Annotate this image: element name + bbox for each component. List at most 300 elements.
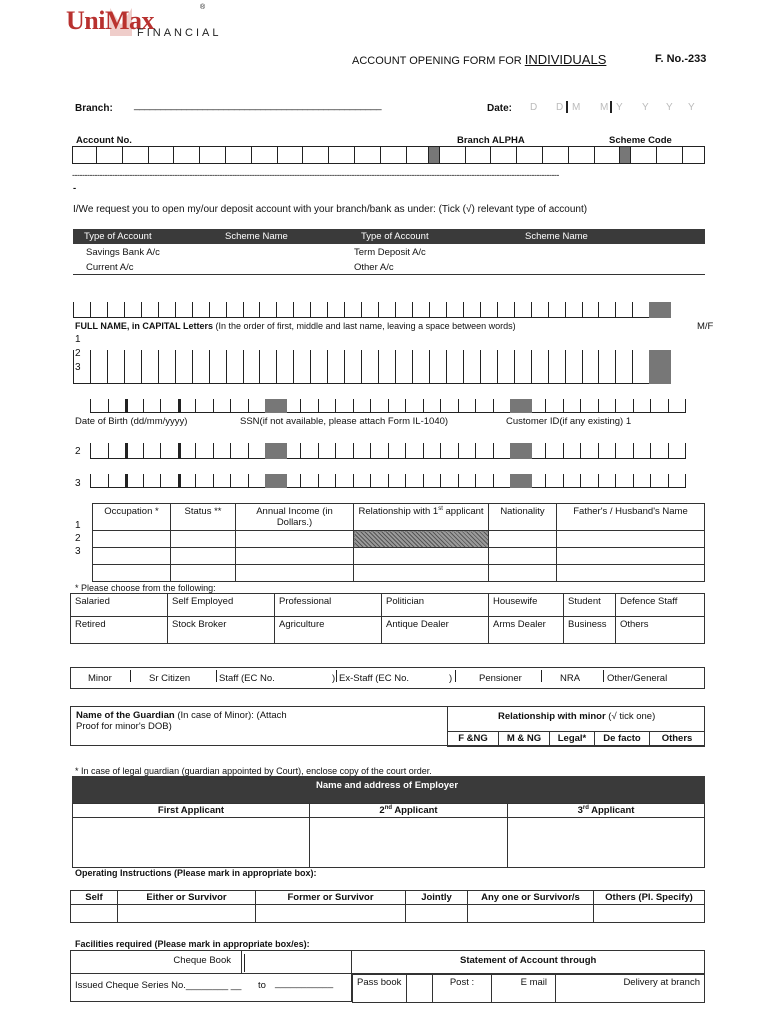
box-divider: [370, 399, 371, 413]
occ-cell[interactable]: [489, 531, 557, 548]
delivery-post[interactable]: Post :: [433, 975, 492, 1003]
account-number-box[interactable]: [149, 147, 175, 163]
choice-arms-dealer[interactable]: Arms Dealer: [489, 617, 564, 644]
status-minor[interactable]: Minor: [88, 673, 112, 684]
id-boxes-row-3[interactable]: [90, 474, 705, 488]
operating-table: [70, 890, 705, 923]
box-divider: [565, 302, 566, 318]
id-row-num-2: 2: [75, 446, 81, 457]
box-divider: [565, 350, 566, 384]
status-ex-staff[interactable]: Ex-Staff (EC No.: [339, 673, 410, 684]
box-divider: [276, 350, 277, 384]
date-y1: Y: [616, 102, 623, 113]
box-divider: [548, 302, 549, 318]
box-divider: [514, 350, 515, 384]
choice-retired[interactable]: Retired: [71, 617, 168, 644]
box-divider: [650, 474, 651, 488]
box-divider: [632, 350, 633, 384]
box-divider: [230, 443, 231, 459]
box-divider: [248, 474, 249, 488]
box-divider: [335, 474, 336, 488]
occ-row-num-3: 3: [75, 546, 81, 557]
rel-prefix: Relationship with 1: [358, 506, 439, 518]
occ-cell[interactable]: [171, 548, 236, 565]
occ-cell[interactable]: [557, 531, 705, 548]
box-divider: [580, 474, 581, 488]
op-jointly[interactable]: Jointly: [406, 891, 468, 905]
account-number-box[interactable]: [226, 147, 252, 163]
box-divider: [195, 399, 196, 413]
choice-housewife[interactable]: Housewife: [489, 594, 564, 617]
box-divider: [405, 443, 406, 459]
box-baseline: [73, 317, 666, 318]
box-divider: [548, 350, 549, 384]
issued-to-line: ___________: [275, 978, 334, 989]
choice-agriculture[interactable]: Agriculture: [275, 617, 382, 644]
box-divider: [633, 443, 634, 459]
occ-cell[interactable]: [236, 531, 354, 548]
occupation-table: [92, 503, 705, 582]
box-divider: [388, 474, 389, 488]
guardian-opt-defacto[interactable]: De facto: [595, 732, 650, 747]
choice-self-employed[interactable]: Self Employed: [168, 594, 275, 617]
box-divider: [463, 350, 464, 384]
date-d2: D: [556, 102, 564, 113]
box-divider: [545, 399, 546, 413]
box-divider: [160, 474, 161, 488]
employer-cell[interactable]: [508, 818, 705, 868]
box-divider: [107, 350, 108, 384]
box-divider: [143, 399, 144, 413]
box-divider: [335, 399, 336, 413]
box-divider: [293, 350, 294, 384]
account-types-bottom-rule: [73, 274, 705, 275]
box-divider: [160, 399, 161, 413]
account-number-box[interactable]: [123, 147, 149, 163]
status-divider: [603, 670, 604, 682]
op-former-survivor[interactable]: Former or Survivor: [256, 891, 406, 905]
box-shaded: [265, 443, 287, 459]
rel-sup: st: [438, 506, 443, 512]
op-cell[interactable]: [256, 905, 406, 923]
box-divider: [90, 443, 91, 459]
occ-cell-hatched: [354, 531, 489, 548]
box-divider: [395, 350, 396, 384]
box-divider: [195, 443, 196, 459]
employer-first-applicant: First Applicant: [73, 804, 310, 818]
account-type-current[interactable]: Current A/c: [86, 262, 134, 273]
account-number-box[interactable]: [407, 147, 429, 163]
occ-row-num-1: 1: [75, 520, 81, 531]
date-d1: D: [530, 102, 538, 113]
box-divider: [124, 302, 125, 318]
delivery-passbook[interactable]: Pass book: [353, 975, 407, 1003]
account-number-box[interactable]: [252, 147, 278, 163]
box-divider: [293, 302, 294, 318]
box-divider: [141, 350, 142, 384]
status-ex-staff-close: ): [449, 673, 453, 684]
guardian-opt-others[interactable]: Others: [650, 732, 705, 747]
op-cell[interactable]: [406, 905, 468, 923]
box-divider: [248, 399, 249, 413]
box-baseline: [73, 383, 666, 384]
box-divider: [213, 443, 214, 459]
box-divider: [90, 302, 91, 318]
box-divider: [160, 443, 161, 459]
occ-cell[interactable]: [557, 548, 705, 565]
scheme-name-header-2: Scheme Name: [525, 231, 588, 242]
employer-table: [72, 803, 705, 868]
account-number-box[interactable]: [595, 147, 621, 163]
box-divider: [440, 443, 441, 459]
op-others[interactable]: Others (Pl. Specify): [594, 891, 705, 905]
op-cell[interactable]: [594, 905, 705, 923]
account-number-box: [429, 147, 440, 163]
guardian-opt-mng[interactable]: M & NG: [499, 732, 550, 747]
date-sep-1: [566, 101, 568, 113]
relationship-minor-rest: (√ tick one): [605, 711, 656, 722]
occ-cell[interactable]: [354, 548, 489, 565]
box-divider: [353, 443, 354, 459]
box-divider: [327, 302, 328, 318]
box-divider: [327, 350, 328, 384]
emp2-num: 2: [379, 805, 385, 817]
issued-cheque-label: Issued Cheque Series No.________ __: [75, 980, 242, 991]
box-divider: [178, 399, 181, 413]
guardian-box[interactable]: [70, 706, 448, 746]
occ-cell[interactable]: [236, 548, 354, 565]
account-number-box[interactable]: [683, 147, 705, 163]
account-number-box[interactable]: [73, 147, 97, 163]
box-divider: [598, 302, 599, 318]
box-divider: [545, 443, 546, 459]
box-divider: [514, 302, 515, 318]
status-divider: [130, 670, 131, 682]
account-number-boxes[interactable]: [72, 146, 705, 164]
box-divider: [615, 443, 616, 459]
choice-stock-broker[interactable]: Stock Broker: [168, 617, 275, 644]
box-divider: [685, 474, 686, 488]
form-title-emph: INDIVIDUALS: [524, 52, 607, 67]
account-number-box[interactable]: [657, 147, 683, 163]
delivery-branch[interactable]: Delivery at branch: [556, 975, 705, 1003]
operating-label: Operating Instructions (Please mark in appropriate box):: [75, 868, 317, 878]
guardian-options: [447, 731, 705, 747]
box-divider: [178, 443, 181, 459]
branch-label: Branch:: [75, 103, 113, 114]
op-cell[interactable]: [468, 905, 594, 923]
date-field[interactable]: [528, 102, 700, 116]
op-any-one-survivor[interactable]: Any one or Survivor/s: [468, 891, 594, 905]
status-sr-citizen[interactable]: Sr Citizen: [149, 673, 191, 684]
box-divider: [243, 350, 244, 384]
occ-cell[interactable]: [557, 565, 705, 582]
occ-cell[interactable]: [171, 565, 236, 582]
form-title: [352, 52, 606, 67]
account-number-box[interactable]: [97, 147, 123, 163]
box-divider: [497, 302, 498, 318]
acct-type-header-2: Type of Account: [361, 231, 429, 242]
box-divider: [429, 350, 430, 384]
employer-cell[interactable]: [73, 818, 310, 868]
employer-cell[interactable]: [310, 818, 508, 868]
box-divider: [475, 399, 476, 413]
logo-max: Max: [104, 6, 155, 35]
account-number-box[interactable]: [174, 147, 200, 163]
customer-id-label: Customer ID(if any existing) 1: [506, 416, 632, 427]
delivery-email[interactable]: E mail: [492, 975, 556, 1003]
relationship-minor-bold: Relationship with minor: [498, 711, 606, 722]
box-divider: [125, 399, 128, 413]
date-y2: Y: [642, 102, 649, 113]
name-boxes-row-1[interactable]: [73, 302, 686, 318]
op-cell[interactable]: [118, 905, 256, 923]
box-divider: [300, 474, 301, 488]
date-label: Date:: [487, 103, 513, 114]
status-other-general[interactable]: Other/General: [607, 673, 668, 684]
box-divider: [493, 399, 494, 413]
account-number-box[interactable]: [440, 147, 466, 163]
status-divider: [455, 670, 456, 682]
box-divider: [90, 399, 91, 413]
choice-politician[interactable]: Politician: [382, 594, 489, 617]
account-no-label: Account No.: [76, 135, 132, 146]
account-number-box[interactable]: [569, 147, 595, 163]
occ-cell[interactable]: [93, 565, 171, 582]
box-divider: [440, 399, 441, 413]
box-divider: [632, 302, 633, 318]
box-divider: [405, 399, 406, 413]
occ-cell[interactable]: [171, 531, 236, 548]
account-type-savings[interactable]: Savings Bank A/c: [86, 247, 160, 258]
box-divider: [668, 443, 669, 459]
occ-header-relationship: [354, 504, 489, 531]
op-self[interactable]: Self: [71, 891, 118, 905]
box-divider: [209, 302, 210, 318]
box-divider: [108, 443, 109, 459]
emp3-sup: rd: [582, 805, 589, 811]
box-divider: [243, 302, 244, 318]
box-divider: [598, 443, 599, 459]
scheme-name-header-1: Scheme Name: [225, 231, 288, 242]
account-type-other[interactable]: Other A/c: [354, 262, 394, 273]
box-divider: [378, 302, 379, 318]
date-y3: Y: [666, 102, 673, 113]
guardian-label-line2: Proof for minor's DOB): [76, 721, 172, 732]
status-choices-box: [70, 667, 705, 689]
id-boxes-row-1[interactable]: [90, 399, 705, 413]
date-m2: M: [600, 102, 609, 113]
box-shaded: [265, 399, 287, 413]
guardian-label-rest: (In case of Minor): (Attach: [174, 710, 287, 721]
box-divider: [195, 474, 196, 488]
box-divider: [412, 350, 413, 384]
box-divider: [73, 302, 74, 318]
account-number-box[interactable]: [355, 147, 381, 163]
occ-header-income: Annual Income (in Dollars.): [236, 504, 354, 531]
account-type-term[interactable]: Term Deposit A/c: [354, 247, 426, 258]
box-divider: [633, 474, 634, 488]
occupation-note: * Please choose from the following:: [75, 583, 216, 593]
box-divider: [480, 302, 481, 318]
box-shaded: [265, 474, 287, 488]
choice-others[interactable]: Others: [616, 617, 705, 644]
account-number-box[interactable]: [517, 147, 543, 163]
employer-third-applicant: [508, 804, 705, 818]
box-divider: [259, 302, 260, 318]
employer-header: [72, 776, 705, 803]
box-divider: [615, 399, 616, 413]
occ-cell[interactable]: [93, 531, 171, 548]
full-name-label-bold: FULL NAME, in CAPITAL Letters: [75, 321, 214, 331]
ssn-label: SSN(if not available, please attach Form IL-1040): [240, 416, 449, 427]
box-divider: [423, 474, 424, 488]
id-row-num-3: 3: [75, 478, 81, 489]
box-divider: [458, 474, 459, 488]
box-divider: [423, 399, 424, 413]
box-divider: [318, 474, 319, 488]
occ-cell[interactable]: [236, 565, 354, 582]
cheque-book-check[interactable]: [242, 950, 352, 974]
account-number-box[interactable]: [303, 147, 329, 163]
box-divider: [125, 474, 128, 488]
full-name-label-rest: (In the order of first, middle and last name, leaving a space between words): [213, 321, 516, 331]
status-divider: [336, 670, 337, 682]
box-divider: [615, 302, 616, 318]
box-divider: [192, 350, 193, 384]
logo-financial: FINANCIAL: [137, 27, 222, 39]
box-divider: [493, 474, 494, 488]
box-divider: [446, 302, 447, 318]
account-number-box[interactable]: [631, 147, 657, 163]
relationship-minor-label: [498, 711, 655, 722]
occ-cell[interactable]: [489, 548, 557, 565]
emp3-num: 3: [577, 805, 583, 817]
box-divider: [650, 399, 651, 413]
employer-title: Name and address of Employer: [316, 780, 459, 791]
box-divider: [440, 474, 441, 488]
occ-cell[interactable]: [93, 548, 171, 565]
box-divider: [685, 399, 686, 413]
account-number-box[interactable]: [329, 147, 355, 163]
occ-row-num-2: 2: [75, 533, 81, 544]
delivery-passbook-check[interactable]: [407, 975, 433, 1003]
guardian-opt-fng[interactable]: F &NG: [448, 732, 499, 747]
choice-defence-staff[interactable]: Defence Staff: [616, 594, 705, 617]
choice-business[interactable]: Business: [564, 617, 616, 644]
issued-to-label: to: [258, 980, 266, 991]
account-number-box[interactable]: [278, 147, 304, 163]
legal-guardian-note: * In case of legal guardian (guardian appointed by Court), enclose copy of the court order.: [75, 766, 432, 776]
acct-type-header-1: Type of Account: [84, 231, 152, 242]
box-divider: [300, 399, 301, 413]
choice-antique-dealer[interactable]: Antique Dealer: [382, 617, 489, 644]
box-divider: [531, 350, 532, 384]
box-divider: [580, 443, 581, 459]
box-divider: [582, 350, 583, 384]
box-divider: [310, 350, 311, 384]
occ-cell[interactable]: [354, 565, 489, 582]
cheque-check-mark: [244, 954, 245, 972]
guardian-label-bold: Name of the Guardian: [76, 710, 175, 721]
status-pensioner[interactable]: Pensioner: [479, 673, 522, 684]
date-m1: M: [572, 102, 581, 113]
box-divider: [192, 302, 193, 318]
status-divider: [541, 670, 542, 682]
account-number-box[interactable]: [543, 147, 569, 163]
box-divider: [90, 350, 91, 384]
box-divider: [361, 302, 362, 318]
box-divider: [423, 443, 424, 459]
box-divider: [158, 350, 159, 384]
box-divider: [493, 443, 494, 459]
choice-salaried[interactable]: Salaried: [71, 594, 168, 617]
box-divider: [143, 443, 144, 459]
box-divider: [90, 474, 91, 488]
statement-label: Statement of Account through: [460, 955, 597, 966]
choice-student[interactable]: Student: [564, 594, 616, 617]
status-staff[interactable]: Staff (EC No.: [219, 673, 275, 684]
box-divider: [458, 443, 459, 459]
account-number-box[interactable]: [381, 147, 407, 163]
box-divider: [248, 443, 249, 459]
name-row-num-3: 3: [75, 362, 81, 373]
box-divider: [230, 399, 231, 413]
box-divider: [141, 302, 142, 318]
box-divider: [276, 302, 277, 318]
box-divider: [213, 474, 214, 488]
box-divider: [335, 443, 336, 459]
choice-professional[interactable]: Professional: [275, 594, 382, 617]
box-divider: [531, 302, 532, 318]
branch-alpha-label: Branch ALPHA: [457, 135, 525, 146]
dob-label: Date of Birth (dd/mm/yyyy): [75, 416, 188, 427]
box-divider: [318, 399, 319, 413]
occ-header-father: Father's / Husband's Name: [557, 504, 705, 531]
guardian-opt-legal[interactable]: Legal*: [550, 732, 595, 747]
box-divider: [497, 350, 498, 384]
box-divider: [463, 302, 464, 318]
op-cell[interactable]: [71, 905, 118, 923]
box-divider: [446, 350, 447, 384]
box-divider: [209, 350, 210, 384]
date-y4: Y: [688, 102, 695, 113]
account-number-box[interactable]: [200, 147, 226, 163]
status-nra[interactable]: NRA: [560, 673, 581, 684]
logo-trademark: ®: [200, 4, 206, 11]
separator-line: ---------------------------------------------------------------------------------------------------------------------------------------------------------------------------------------------------: [72, 170, 559, 180]
box-divider: [344, 350, 345, 384]
box-shaded: [649, 302, 671, 318]
account-number-box[interactable]: [491, 147, 517, 163]
id-boxes-row-2[interactable]: [90, 443, 705, 459]
issued-cheque-box[interactable]: [70, 974, 352, 1002]
box-divider: [458, 399, 459, 413]
occ-header-occupation: Occupation *: [93, 504, 171, 531]
occ-cell[interactable]: [489, 565, 557, 582]
box-shaded: [510, 443, 532, 459]
separator-tail: -: [73, 183, 77, 194]
box-divider: [361, 350, 362, 384]
op-either-survivor[interactable]: Either or Survivor: [118, 891, 256, 905]
branch-field[interactable]: _______________________________________________: [134, 100, 382, 111]
cheque-book-box[interactable]: [70, 950, 242, 974]
account-number-box[interactable]: [466, 147, 492, 163]
emp2-sup: nd: [384, 805, 393, 811]
box-divider: [310, 302, 311, 318]
form-title-prefix: ACCOUNT OPENING FORM FOR: [352, 55, 525, 67]
name-boxes-row-2[interactable]: [73, 350, 686, 384]
